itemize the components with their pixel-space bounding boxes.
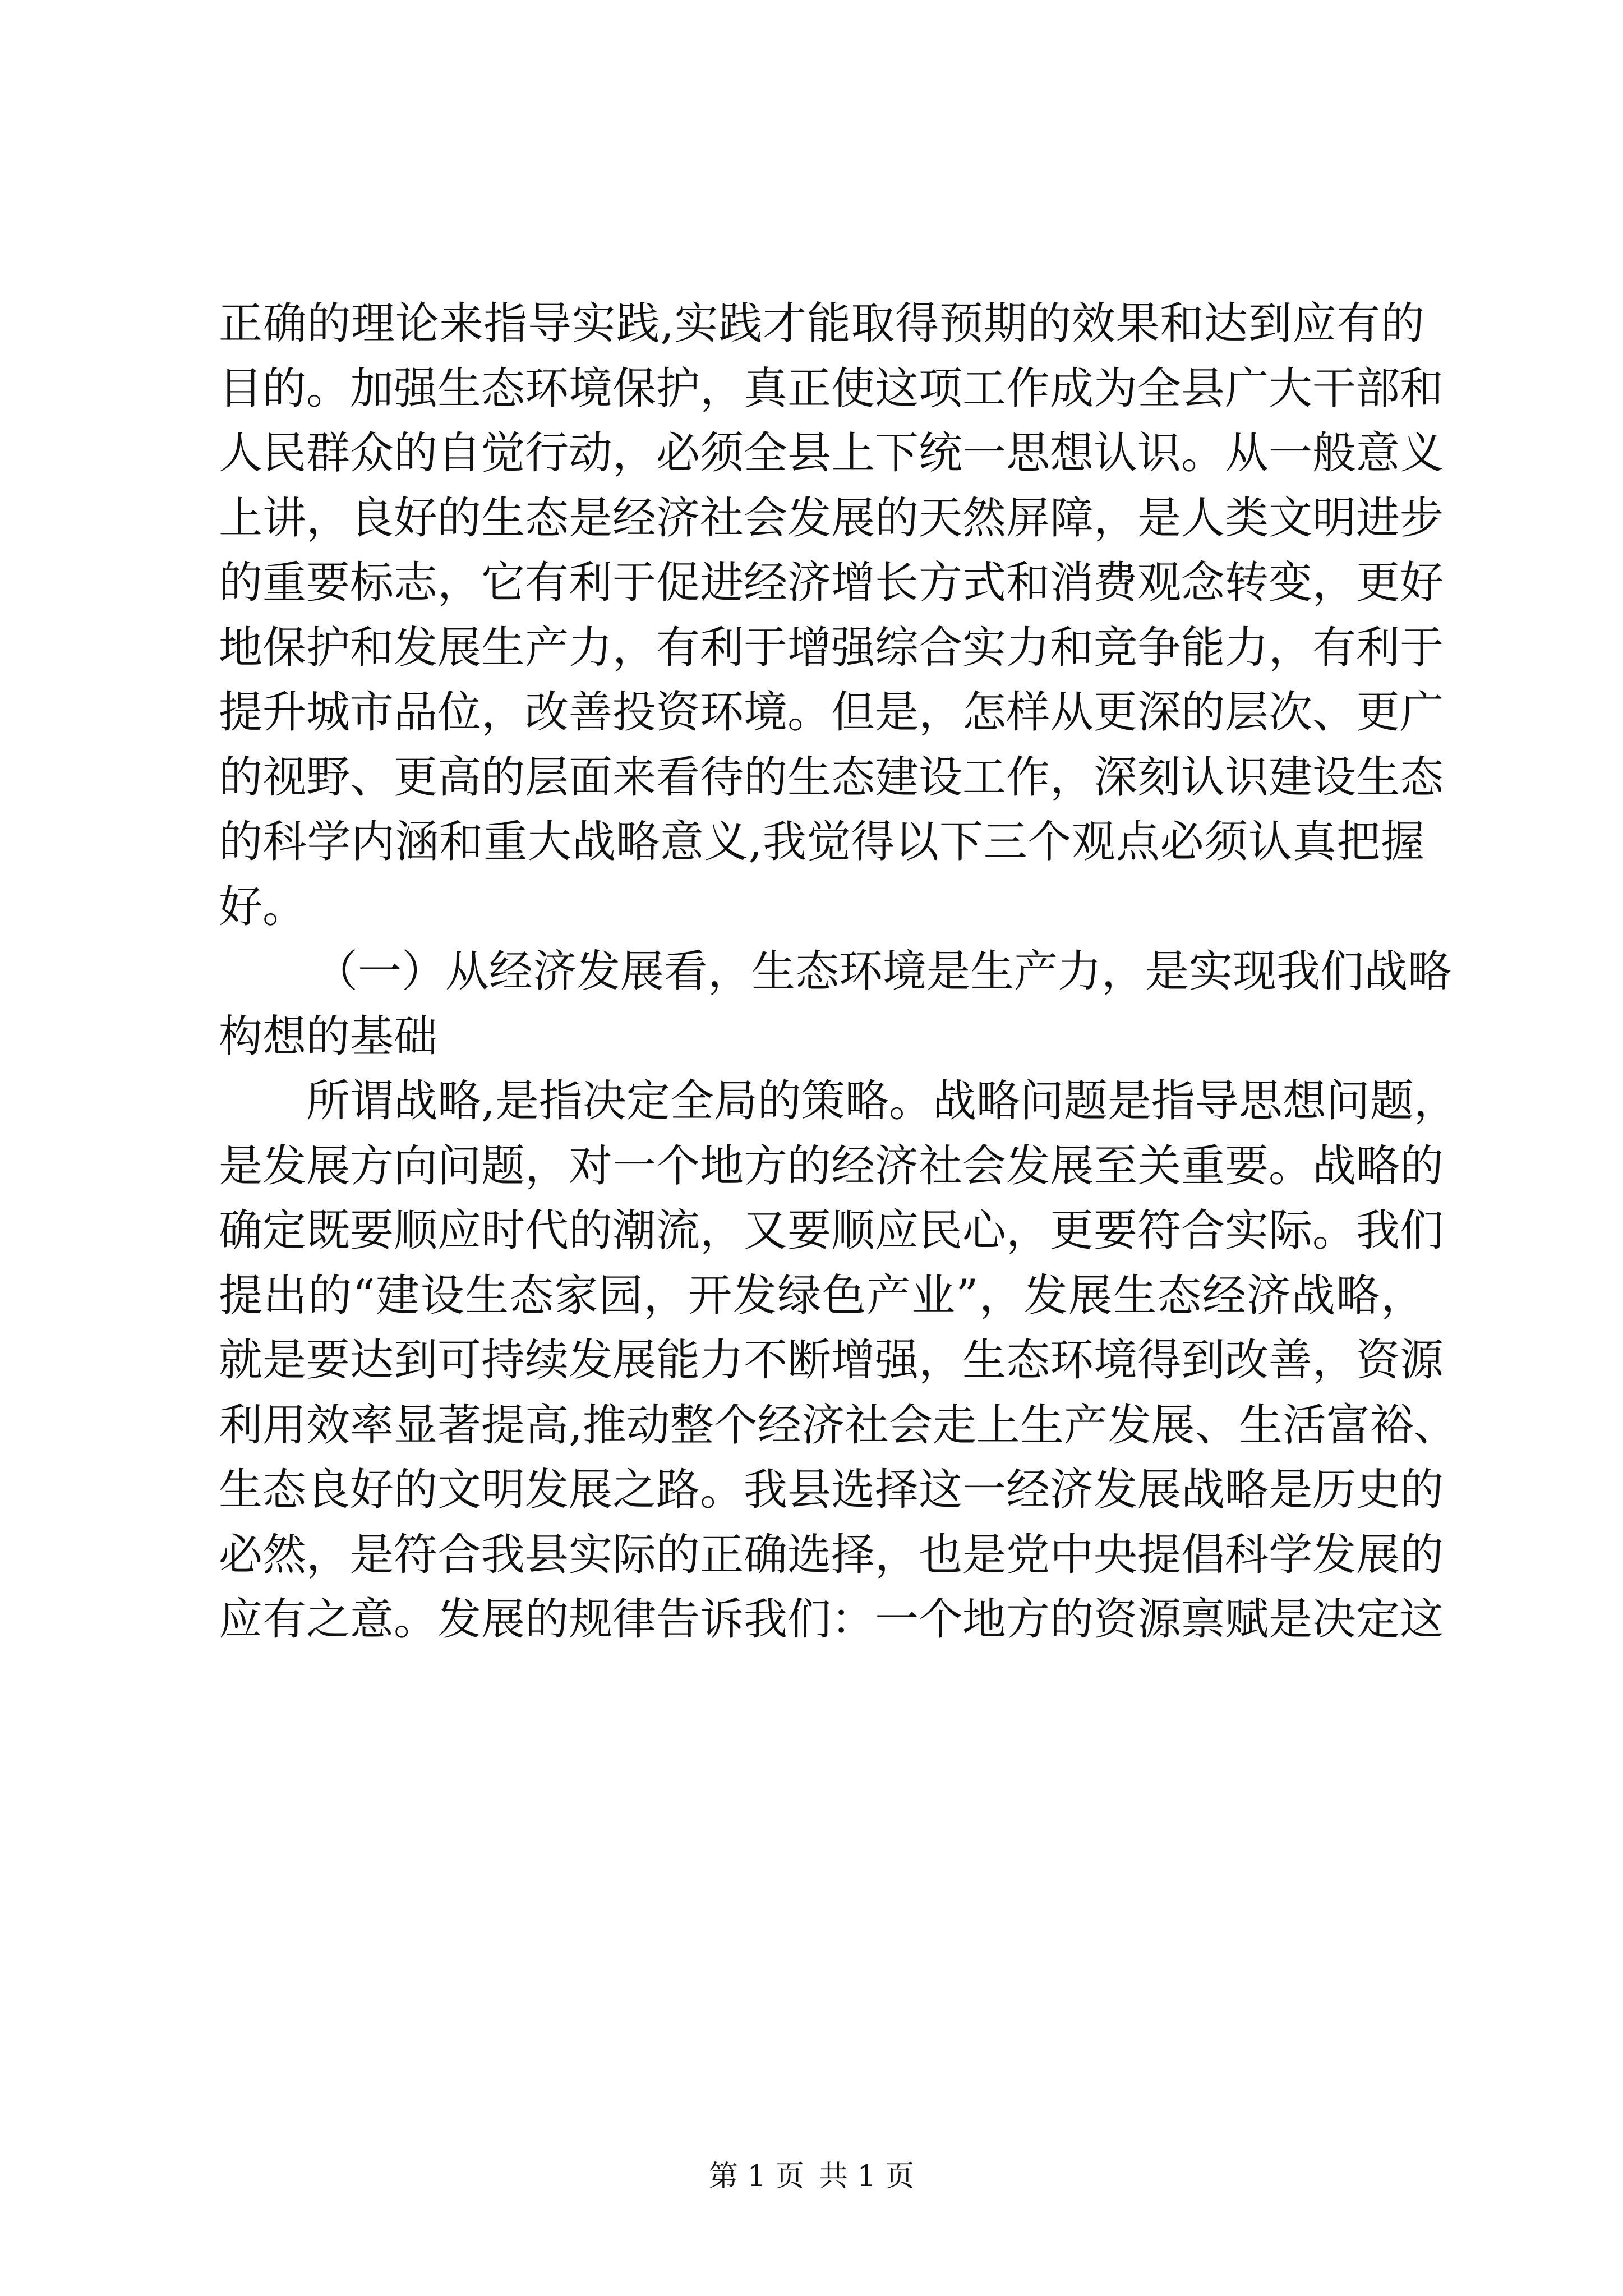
page-number-total: 共 1 页 xyxy=(819,2160,915,2193)
page-number-current: 第 1 页 xyxy=(708,2160,804,2193)
text-line: 利用效率显著提高,推动整个经济社会走上生产发展、生活富裕、 xyxy=(219,1400,1458,1451)
text-line: 正确的理论来指导实践,实践才能取得预期的效果和达到应有的 xyxy=(219,298,1424,349)
text-line: 人民群众的自觉行动，必须全县上下统一思想认识。从一般意义 xyxy=(219,428,1444,478)
page-footer xyxy=(0,2157,1623,2196)
text-line: 是发展方向问题，对一个地方的经济社会发展至关重要。战略的 xyxy=(219,1140,1444,1191)
section-heading-line: （一）从经济发展看，生态环境是生产力，是实现我们战略 xyxy=(314,946,1452,997)
text-line: 提出的“建设生态家园，开发绿色产业”，发展生态经济战略， xyxy=(219,1270,1424,1321)
text-line: 的科学内涵和重大战略意义,我觉得以下三个观点必须认真把握 xyxy=(219,817,1424,867)
text-line: 就是要达到可持续发展能力不断增强，生态环境得到改善，资源 xyxy=(219,1335,1444,1386)
text-line: 所谓战略,是指决定全局的策略。战略问题是指导思想问题， xyxy=(306,1076,1458,1126)
section-heading-line: 构想的基础 xyxy=(219,1011,438,1062)
text-line: 的视野、更高的层面来看待的生态建设工作，深刻认识建设生态 xyxy=(219,752,1444,803)
text-line: 目的。加强生态环境保护，真正使这项工作成为全县广大干部和 xyxy=(219,363,1444,414)
text-line: 提升城市品位，改善投资环境。但是，怎样从更深的层次、更广 xyxy=(219,687,1444,738)
text-line: 地保护和发展生产力，有利于增强综合实力和竞争能力，有利于 xyxy=(219,622,1444,673)
text-line: 确定既要顺应时代的潮流，又要顺应民心，更要符合实际。我们 xyxy=(219,1205,1444,1256)
text-line: 的重要标志，它有利于促进经济增长方式和消费观念转变，更好 xyxy=(219,558,1444,608)
document-body xyxy=(219,292,1458,1653)
text-line: 好。 xyxy=(219,881,307,932)
text-line: 生态良好的文明发展之路。我县选择这一经济发展战略是历史的 xyxy=(219,1465,1444,1515)
text-line: 必然，是符合我县实际的正确选择，也是党中央提倡科学发展的 xyxy=(219,1529,1444,1580)
text-line: 上讲，良好的生态是经济社会发展的天然屏障，是人类文明进步 xyxy=(219,493,1444,544)
text-line: 应有之意。发展的规律告诉我们：一个地方的资源禀赋是决定这 xyxy=(219,1594,1444,1645)
